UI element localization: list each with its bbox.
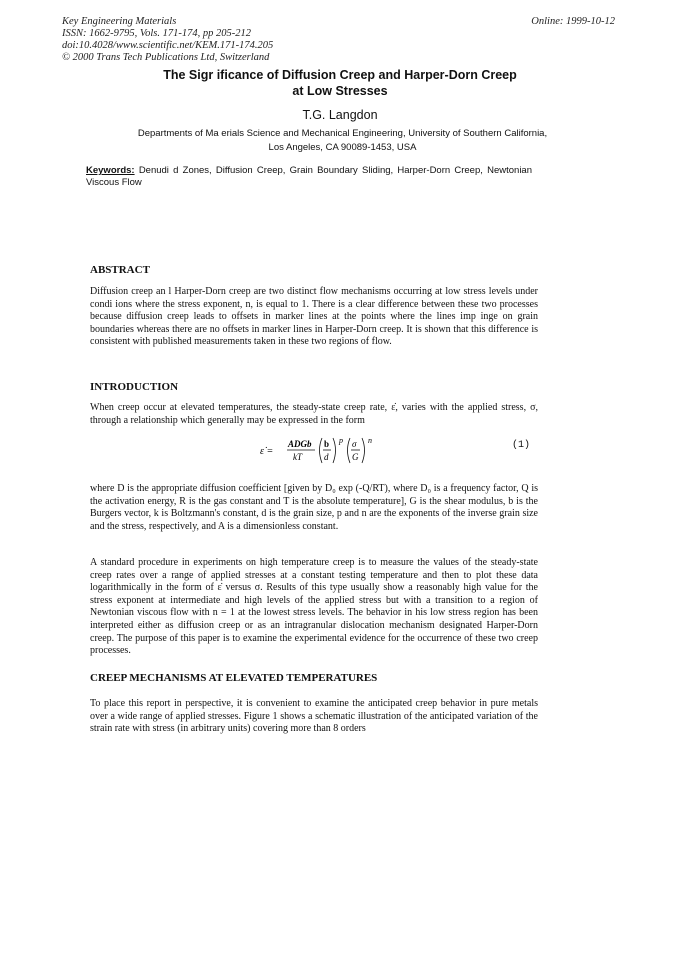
intro-paragraph-2: where D is the appropriate diffusion coefficient [given by D₀ exp (-Q/RT), where D₀ is a frequency factor, Q is the activation energy, R is the gas constant and T is the absolute temperature], G is the shear modulus, b is the Burgers vector, k is Boltzmann's constant, d is the grain size, p and n are the exponents of the inverse grain size and the stress, respectively, and A is a dimensionless constant.: [90, 483, 538, 532]
paper-title-line2: at Low Stresses: [292, 84, 388, 98]
eq-frac-numerator: ADGb: [288, 439, 312, 449]
eq-exponent-p: p: [339, 436, 343, 445]
author-name: T.G. Langdon: [302, 108, 378, 122]
keywords-label: Keywords:: [86, 165, 135, 176]
issn-line: ISSN: 1662-9795, Vols. 171-174, pp 205-212: [62, 28, 251, 39]
affiliation-line2: Los Angeles, CA 90089-1453, USA: [268, 142, 417, 153]
eq-b2-denominator: G: [352, 452, 359, 462]
paper-title-line1: The Sigr ificance of Diffusion Creep and Harper-Dorn Creep: [163, 68, 517, 82]
eq-paren-left-2: [348, 438, 351, 463]
eq-paren-left-1: [320, 438, 323, 463]
equation-number: (1): [511, 440, 530, 451]
affiliation-line1: Departments of Ma erials Science and Mechanical Engineering, University of Southern California,: [137, 128, 548, 139]
equation-1: [260, 436, 530, 466]
eq-lhs: ε̇ =: [260, 446, 274, 457]
eq-b1-numerator: b: [324, 439, 330, 449]
eq-exponent-n: n: [368, 436, 372, 445]
doi-line: doi:10.4028/www.scientific.net/KEM.171-174.205: [62, 40, 274, 51]
creep-mechanisms-heading: CREEP MECHANISMS AT ELEVATED TEMPERATURES: [90, 672, 378, 684]
intro-paragraph-3: A standard procedure in experiments on high temperature creep is to measure the values of the steady-state creep rates over a range of applied stresses at a constant testing temperature and then to plot these data logarithmically in the form of ε̇ versus σ. Results of this type usually show a reasonably high value for the stress exponent at intermediate and high levels of the applied stress but with a transition to a region of Newtonian viscous flow with n = 1 at the lowest stress levels. The behavior in his low stress region has been interpreted either as diffusion creep or as an intragranular dislocation mechanism designated Harper-Dorn creep. The purpose of this paper is to examine the experimental evidence for the occurrence of these two creep processes.: [90, 557, 538, 657]
copyright-line: © 2000 Trans Tech Publications Ltd, Switzerland: [62, 52, 270, 63]
eq-b2-numerator: σ: [352, 439, 357, 449]
abstract-heading: ABSTRACT: [90, 264, 150, 276]
introduction-heading: INTRODUCTION: [90, 381, 179, 393]
keywords-text: Denudi d Zones, Diffusion Creep, Grain Boundary Sliding, Harper-Dorn Creep, Newtonian Viscous Flow: [86, 165, 533, 188]
eq-paren-right-2: [362, 438, 365, 463]
journal-name: Key Engineering Materials: [62, 16, 177, 27]
creep-paragraph-1: To place this report in perspective, it is convenient to examine the anticipated creep behavior in pure metals over a wide range of applied stresses. Figure 1 shows a schematic illustration of the anticipated variation of the strain rate with stress (in arbitrary units) covering more than 8 orders: [90, 698, 538, 735]
online-date: Online: 1999-10-12: [531, 16, 615, 27]
keywords: [86, 165, 532, 189]
eq-frac-denominator: kT: [293, 452, 302, 462]
eq-b1-denominator: d: [324, 452, 329, 462]
abstract-text: Diffusion creep an l Harper-Dorn creep are two distinct flow mechanisms occurring at low stress levels under condi ions where the stress exponent, n, is equal to 1. There is a clear difference between these two processes because diffusion creep leads to offsets in marker lines at the points where the lines imp inge on grain boundaries whereas there are no offsets in marker lines in Harper-Dorn creep. It is shown that this difference is consistent with published measurements taken in these two regions of flow.: [90, 286, 538, 348]
eq-paren-right-1: [333, 438, 336, 463]
equation-graphic: [260, 436, 410, 466]
intro-paragraph-1: When creep occur at elevated temperatures, the steady-state creep rate, ε̇, varies with the applied stress, σ, through a relationship which generally may be expressed in the form: [90, 402, 538, 426]
